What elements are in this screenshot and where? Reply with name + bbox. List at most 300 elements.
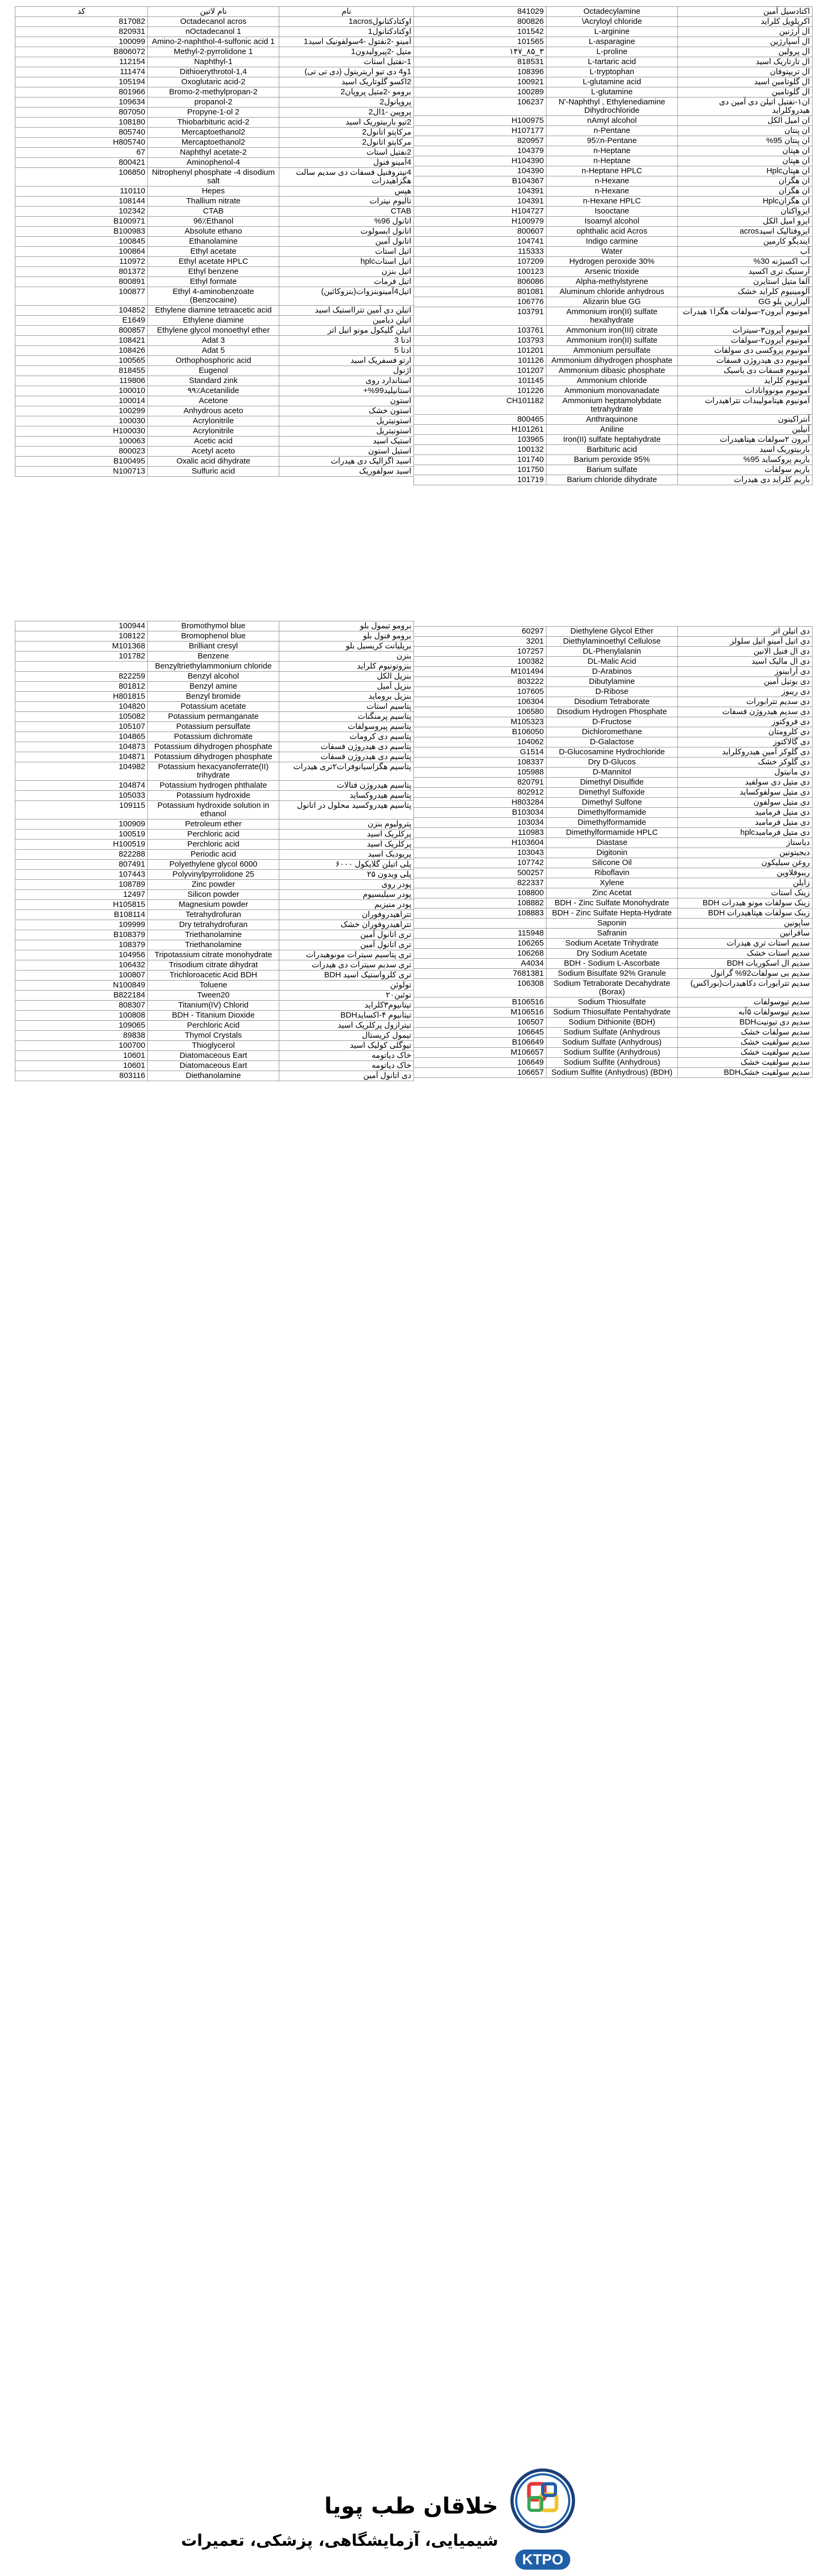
table-row — [414, 217, 813, 227]
name-cell: آمونیوم پروکسی دی سولفات — [678, 346, 813, 356]
table-row — [414, 326, 813, 336]
table-row — [15, 890, 414, 900]
latin-name-cell: Barium peroxide 95% — [546, 455, 678, 465]
latin-name-cell: Titanium(IV) Chlorid — [148, 1001, 279, 1011]
table-row — [15, 830, 414, 840]
code-cell: A4034 — [414, 959, 546, 969]
name-cell: پتاسیم هیدروژن فتالات — [279, 781, 414, 791]
latin-name-cell: Riboflavin — [546, 868, 678, 878]
company-name: خلاقان طب پویا — [324, 2493, 498, 2519]
latin-name-cell: Ethyl acetate — [148, 247, 279, 257]
latin-name-cell: Thiobarbituric acid-2 — [148, 118, 279, 128]
table-row — [414, 257, 813, 267]
table-row — [414, 87, 813, 97]
name-cell: آلفا متیل استایرن — [678, 277, 813, 287]
name-cell: سدیم تیوسولفات — [678, 997, 813, 1008]
code-cell: 818455 — [15, 366, 148, 376]
latin-name-cell: D-Fructose — [546, 717, 678, 727]
code-cell: H103604 — [414, 838, 546, 848]
name-cell: پتاسیم دی کرومات — [279, 732, 414, 742]
latin-name-cell: Sodium Tetraborate Decahydrate (Borax) — [546, 979, 678, 997]
table-row — [15, 752, 414, 762]
latin-name-cell: Potassium acetate — [148, 702, 279, 712]
table-row — [414, 396, 813, 415]
table-row — [15, 732, 414, 742]
latin-name-cell: Acetic acid — [148, 436, 279, 447]
table-row — [414, 366, 813, 376]
table-row — [15, 781, 414, 791]
name-cell: اوکتادکتانول1 — [279, 27, 414, 37]
code-cell: 115333 — [414, 247, 546, 257]
name-cell: سدیم ال اسکوربات BDH — [678, 959, 813, 969]
latin-name-cell: DL-Phenylalanin — [546, 647, 678, 657]
latin-name-cell: Potassium dihydrogen phosphate — [148, 752, 279, 762]
latin-name-cell: Potassium permanganate — [148, 712, 279, 722]
table-row — [414, 1058, 813, 1068]
latin-name-cell: BDH - Sodium L-Ascorbate — [546, 959, 678, 969]
name-cell: دی متیل فرمامید — [678, 808, 813, 818]
name-cell: 4نیتروفنیل فسفات دی سدیم سالت هگزاهیدرات — [279, 168, 414, 186]
name-cell: استیک اسید — [279, 436, 414, 447]
latin-name-cell: L-asparagine — [546, 37, 678, 47]
name-cell: آمونیوم کلراید — [678, 376, 813, 386]
name-cell: ان هپتان — [678, 156, 813, 166]
name-cell: سدیم استات تری هیدرات — [678, 939, 813, 949]
code-cell: 818531 — [414, 57, 546, 67]
code-cell: H100979 — [414, 217, 546, 227]
code-cell: 105033 — [15, 791, 148, 801]
table-row — [15, 17, 414, 27]
latin-name-cell: Dry tetrahydrofuran — [148, 920, 279, 930]
table-row — [15, 870, 414, 880]
latin-name-cell: Dimethylformamide — [546, 808, 678, 818]
code-cell: H803284 — [414, 798, 546, 808]
table-header-row — [15, 7, 414, 17]
code-cell: 103043 — [414, 848, 546, 858]
latin-name-cell: Hepes — [148, 186, 279, 197]
latin-name-cell: Tween20 — [148, 991, 279, 1001]
latin-name-cell: Benzene — [148, 652, 279, 662]
latin-name-cell: Bromothymol blue — [148, 621, 279, 631]
name-cell: ان هگزانHplc — [678, 197, 813, 207]
latin-name-cell: Acrylonitrile — [148, 416, 279, 426]
latin-name-cell: Xylene — [546, 878, 678, 888]
latin-name-cell: Diethanolamine — [148, 1071, 279, 1081]
table-row — [15, 316, 414, 326]
name-cell: دی سدیم تترابورات — [678, 697, 813, 707]
table-row — [414, 386, 813, 396]
code-cell: H104390 — [414, 156, 546, 166]
latin-name-cell: Alpha-methylstyrene — [546, 277, 678, 287]
table-row — [414, 707, 813, 717]
table-row — [15, 396, 414, 406]
latin-name-cell: Tripotassium citrate monohydrate — [148, 950, 279, 960]
table-row — [15, 467, 414, 477]
code-cell: 108144 — [15, 197, 148, 207]
code-cell: 108426 — [15, 346, 148, 356]
latin-name-cell: Sodium Thiosulfate — [546, 997, 678, 1008]
table-row — [15, 27, 414, 37]
latin-name-cell: ophthalic acid Acros — [546, 227, 678, 237]
name-cell: آلومینیوم کلراید خشک — [678, 287, 813, 297]
name-cell: برومو فنول بلو — [279, 631, 414, 641]
latin-name-cell: L-glutamine acid — [546, 77, 678, 87]
name-cell: باربیتوریک اسید — [678, 445, 813, 455]
latin-name-cell: Periodic acid — [148, 850, 279, 860]
table-row — [414, 297, 813, 307]
name-cell: دی سدیم هیدروژن فسفات — [678, 707, 813, 717]
table-row — [414, 898, 813, 908]
name-cell: باریم سولفات — [678, 465, 813, 475]
table-row — [414, 247, 813, 257]
table-row — [414, 186, 813, 197]
name-cell: پودر روی — [279, 880, 414, 890]
name-cell: سدیم تیوسولفات ۵آبه — [678, 1008, 813, 1018]
code-cell: 104865 — [15, 732, 148, 742]
name-cell: مرکاپتو اتانول2 — [279, 128, 414, 138]
code-cell: 104956 — [15, 950, 148, 960]
latin-name-cell: Mercaptoethanol2 — [148, 138, 279, 148]
name-cell: ارتو فسفریک اسید — [279, 356, 414, 366]
latin-name-cell: Methyl-2-pyrrolidone 1 — [148, 47, 279, 57]
latin-name-cell: Isoamyl alcohol — [546, 217, 678, 227]
code-cell: 800857 — [15, 326, 148, 336]
code-cell: M101368 — [15, 641, 148, 652]
latin-name-cell: Dithioerythrotol-1,4 — [148, 67, 279, 77]
name-cell: 2اکسو گلوتاریک اسید — [279, 77, 414, 87]
latin-name-cell: Zinc Acetat — [546, 888, 678, 898]
table-row — [15, 1061, 414, 1071]
table-row — [414, 17, 813, 27]
latin-name-cell: Benzyltriethylammonium chloride — [148, 662, 279, 672]
name-cell: متیل -2پیرولیدون1 — [279, 47, 414, 57]
name-cell: آمونیوم دی هیدروژن فسفات — [678, 356, 813, 366]
latin-name-cell: Potassium hydrogen phthalate — [148, 781, 279, 791]
name-cell: باریم کلراید دی هیدرات — [678, 475, 813, 485]
header-code: کد — [15, 7, 148, 17]
table-row — [15, 247, 414, 257]
table-row — [15, 287, 414, 306]
latin-name-cell: Potassium hydroxide — [148, 791, 279, 801]
table-row — [414, 475, 813, 485]
table-row — [15, 1031, 414, 1041]
code-cell: 103791 — [414, 307, 546, 326]
code-cell: 101740 — [414, 455, 546, 465]
name-cell: اتانول 96% — [279, 217, 414, 227]
code-cell: 108789 — [15, 880, 148, 890]
name-cell: سدیم سولفیت خشک — [678, 1038, 813, 1048]
table-row — [414, 197, 813, 207]
code-cell: 820957 — [414, 136, 546, 146]
name-cell: ال پرولین — [678, 47, 813, 57]
name-cell: دی متیل فرمامیدhplc — [678, 828, 813, 838]
code-cell: 820931 — [15, 27, 148, 37]
name-cell: اتانول ابسولوت — [279, 227, 414, 237]
latin-name-cell: Oxalic acid dihydrate — [148, 457, 279, 467]
name-cell: زینک استات — [678, 888, 813, 898]
name-cell: ادتا 5 — [279, 346, 414, 356]
code-cell: 101719 — [414, 475, 546, 485]
latin-name-cell: D-Glucosamine Hydrochloride — [546, 747, 678, 757]
name-cell: آمونیوم آیرون۲-سولفات — [678, 336, 813, 346]
latin-name-cell: Orthophosphoric acid — [148, 356, 279, 366]
table-row — [15, 742, 414, 752]
name-cell: استانیلید99%+ — [279, 386, 414, 396]
table-row — [15, 940, 414, 950]
table-row — [15, 406, 414, 416]
name-cell: هپس — [279, 186, 414, 197]
name-cell: پروپین -1ال2 — [279, 108, 414, 118]
name-cell: اتیل بنزن — [279, 267, 414, 277]
latin-name-cell: DL-Malic Acid — [546, 657, 678, 667]
table-row — [414, 697, 813, 707]
name-cell: تیتانیوم۳کلراید — [279, 1001, 414, 1011]
table-row — [15, 860, 414, 870]
table-row — [414, 768, 813, 778]
name-cell: آمونیوم مونووانادات — [678, 386, 813, 396]
code-cell: H105815 — [15, 900, 148, 910]
code-cell: 806086 — [414, 277, 546, 287]
table-row — [414, 838, 813, 848]
table-row — [414, 7, 813, 17]
code-cell: 108800 — [414, 888, 546, 898]
latin-name-cell: Acetyl aceto — [148, 447, 279, 457]
code-cell: 101750 — [414, 465, 546, 475]
latin-name-cell: Dimethyl Sulfone — [546, 798, 678, 808]
code-cell: 100877 — [15, 287, 148, 306]
table-row — [15, 356, 414, 366]
table-row — [414, 969, 813, 979]
name-cell: ان امیل الکل — [678, 116, 813, 126]
name-cell: 1و4 دی تیو اریتریتول (دی تی تی) — [279, 67, 414, 77]
table-row — [15, 652, 414, 662]
table-row — [15, 37, 414, 47]
latin-name-cell: Dimethyl Sulfoxide — [546, 788, 678, 798]
name-cell: استون خشک — [279, 406, 414, 416]
code-cell: 100845 — [15, 237, 148, 247]
chemicals-table-3 — [15, 621, 414, 1081]
code-cell: 808307 — [15, 1001, 148, 1011]
code-cell: 801812 — [15, 682, 148, 692]
code-cell: 104391 — [414, 197, 546, 207]
table-row — [15, 850, 414, 860]
name-cell: سدیم تترابورات دکاهیدرات(بوراکس) — [678, 979, 813, 997]
code-cell: 104820 — [15, 702, 148, 712]
name-cell: اتیل فرمات — [279, 277, 414, 287]
latin-name-cell: Mercaptoethanol2 — [148, 128, 279, 138]
name-cell: سافرانین — [678, 929, 813, 939]
table-row — [15, 880, 414, 890]
latin-name-cell: Adat 5 — [148, 346, 279, 356]
name-cell: روغن سیلیکون — [678, 858, 813, 868]
name-cell: آب اکسیژنه 30% — [678, 257, 813, 267]
name-cell: پتاسیم هیدروکسید محلول در اتانول — [279, 801, 414, 819]
latin-name-cell: Polyethylene glycol 6000 — [148, 860, 279, 870]
brand-block — [175, 2491, 498, 2554]
name-cell: پودر سیلیسیوم — [279, 890, 414, 900]
name-cell: ایزو امیل الکل — [678, 217, 813, 227]
code-cell: N100713 — [15, 467, 148, 477]
code-cell: 100565 — [15, 356, 148, 366]
latin-name-cell: Standard zink — [148, 376, 279, 386]
table-row — [414, 828, 813, 838]
name-cell: تری اتانول آمین — [279, 940, 414, 950]
code-cell: 108122 — [15, 631, 148, 641]
code-cell: 105988 — [414, 768, 546, 778]
code-cell: H107177 — [414, 126, 546, 136]
code-cell: 100123 — [414, 267, 546, 277]
latin-name-cell: Ethyl formate — [148, 277, 279, 287]
latin-name-cell: Triethanolamine — [148, 940, 279, 950]
name-cell: پریودیک اسید — [279, 850, 414, 860]
latin-name-cell: ٩٩٪Acetanilide — [148, 386, 279, 396]
code-cell: B104367 — [414, 176, 546, 186]
table-row — [15, 168, 414, 186]
code-cell: 800826 — [414, 17, 546, 27]
latin-name-cell: Magnesium powder — [148, 900, 279, 910]
code-cell: M101494 — [414, 667, 546, 677]
code-cell: 104982 — [15, 762, 148, 781]
code-cell: E1649 — [15, 316, 148, 326]
latin-name-cell: Zinc powder — [148, 880, 279, 890]
latin-name-cell: Benzyl bromide — [148, 692, 279, 702]
code-cell: 101782 — [15, 652, 148, 662]
code-cell: 104062 — [414, 737, 546, 747]
table-row — [15, 1071, 414, 1081]
latin-name-cell: nAmyl alcohol — [546, 116, 678, 126]
name-cell: اتانول آمین — [279, 237, 414, 247]
code-cell: 500257 — [414, 868, 546, 878]
table-row — [15, 376, 414, 386]
latin-name-cell: Sulfuric acid — [148, 467, 279, 477]
code-cell: 106580 — [414, 707, 546, 717]
table-row — [414, 156, 813, 166]
name-cell: ال گلوتامین اسید — [678, 77, 813, 87]
code-cell: 106308 — [414, 979, 546, 997]
name-cell: ادتا 3 — [279, 336, 414, 346]
table-row — [414, 959, 813, 969]
table-row — [15, 87, 414, 97]
name-cell: دی گالاکتوز — [678, 737, 813, 747]
table-row — [414, 888, 813, 898]
name-cell: 4آمینو فنول — [279, 158, 414, 168]
latin-name-cell: Ethyl acetate HPLC — [148, 257, 279, 267]
table-row — [414, 1028, 813, 1038]
table-row — [414, 808, 813, 818]
name-cell: زینک سولفات مونو هیدرات BDH — [678, 898, 813, 908]
code-cell: 104852 — [15, 306, 148, 316]
table-row — [15, 712, 414, 722]
code-cell: 104741 — [414, 237, 546, 247]
latin-name-cell: n-Hexane — [546, 176, 678, 186]
name-cell: آنتراکینون — [678, 415, 813, 425]
name-cell: ان۱-نفتیل اتیلن دی آمین دی هیدروکلراید — [678, 97, 813, 116]
code-cell: 841029 — [414, 7, 546, 17]
name-cell: CTAB — [279, 207, 414, 217]
table-row — [15, 138, 414, 148]
company-footer — [0, 1232, 830, 2568]
latin-name-cell: Triethanolamine — [148, 930, 279, 940]
name-cell: دی ال مالیک اسید — [678, 657, 813, 667]
code-cell: H805740 — [15, 138, 148, 148]
code-cell: 107742 — [414, 858, 546, 868]
name-cell: ایندیگو کارمین — [678, 237, 813, 247]
code-cell: CH101182 — [414, 396, 546, 415]
code-cell: 800023 — [15, 447, 148, 457]
table-row — [414, 818, 813, 828]
code-cell: H104727 — [414, 207, 546, 217]
table-row — [414, 979, 813, 997]
latin-name-cell: Saponin — [546, 919, 678, 929]
name-cell: تیمول کریستال — [279, 1031, 414, 1041]
table-row — [15, 207, 414, 217]
name-cell: دی فروکتوز — [678, 717, 813, 727]
latin-name-cell: Bromo-2-methylpropan-2 — [148, 87, 279, 97]
table-row — [15, 217, 414, 227]
latin-name-cell: Ammonium monovanadate — [546, 386, 678, 396]
latin-name-cell: Sodium Sulfate (Anhydrous) — [546, 1038, 678, 1048]
code-cell: 820791 — [414, 778, 546, 788]
name-cell: سدیم دی تیونیتBDH — [678, 1018, 813, 1028]
table-row — [414, 757, 813, 768]
code-cell: 106507 — [414, 1018, 546, 1028]
latin-name-cell: Safranin — [546, 929, 678, 939]
chemicals-table-1 — [15, 6, 414, 477]
code-cell: 109065 — [15, 1021, 148, 1031]
name-cell: پتاسیم دی هیدروژن فسفات — [279, 742, 414, 752]
code-cell: 106432 — [15, 960, 148, 970]
name-cell: دی ال فنیل الانین — [678, 647, 813, 657]
table-row — [414, 868, 813, 878]
latin-name-cell: Indigo carmine — [546, 237, 678, 247]
table-row — [15, 118, 414, 128]
code-cell: 817082 — [15, 17, 148, 27]
table-row — [414, 788, 813, 798]
code-cell: 100289 — [414, 87, 546, 97]
latin-name-cell: D-Ribose — [546, 687, 678, 697]
code-cell: 100807 — [15, 970, 148, 981]
code-cell — [15, 662, 148, 672]
name-cell: 2تیو باربیتوریک اسید — [279, 118, 414, 128]
code-cell: 108883 — [414, 908, 546, 919]
header-latin-name: نام لاتین — [148, 7, 279, 17]
table-row — [15, 819, 414, 830]
name-cell: استاندارد روی — [279, 376, 414, 386]
table-row — [414, 455, 813, 465]
table-row — [414, 136, 813, 146]
table-row — [15, 67, 414, 77]
table-row — [414, 1048, 813, 1058]
table-row — [15, 237, 414, 247]
latin-name-cell: Benzyl alcohol — [148, 672, 279, 682]
name-cell: استونیتریل — [279, 416, 414, 426]
latin-name-cell: L-arginine — [546, 27, 678, 37]
code-cell: 106268 — [414, 949, 546, 959]
name-cell: دی گلوکز خشک — [678, 757, 813, 768]
code-cell: 108337 — [414, 757, 546, 768]
latin-name-cell: Absolute ethano — [148, 227, 279, 237]
latin-name-cell: nOctadecanol 1 — [148, 27, 279, 37]
table-row — [414, 1018, 813, 1028]
latin-name-cell: BDH - Zinc Sulfate Hepta-Hydrate — [546, 908, 678, 919]
code-cell: 800465 — [414, 415, 546, 425]
latin-name-cell: Ammonium heptamolybdate tetrahydrate — [546, 396, 678, 415]
latin-name-cell: 95٪n-Pentane — [546, 136, 678, 146]
code-cell: 107605 — [414, 687, 546, 697]
name-cell: ایزوفتالیک اسیدacros — [678, 227, 813, 237]
name-cell: سدیم بی سولفات92% گرانول — [678, 969, 813, 979]
table-row — [15, 631, 414, 641]
